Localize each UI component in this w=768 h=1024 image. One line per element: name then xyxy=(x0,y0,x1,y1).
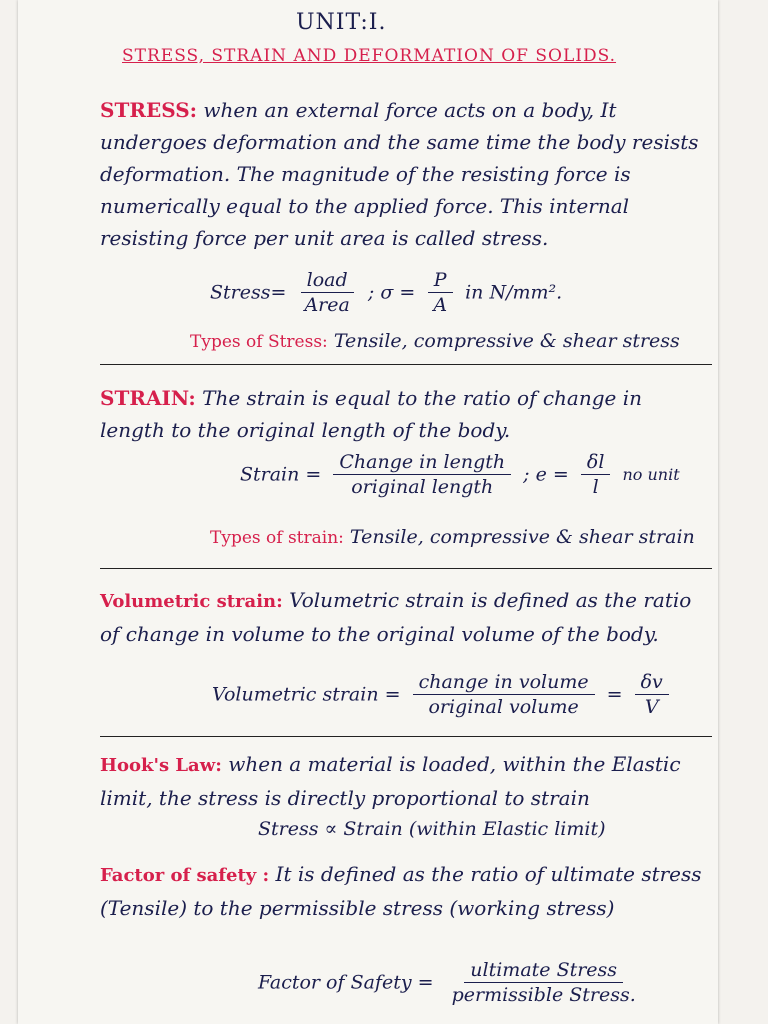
strain-unit: no unit xyxy=(622,465,680,484)
strain-fraction-den: original length xyxy=(351,476,494,498)
stress-definition xyxy=(100,94,712,254)
stress-unit: in N/mm². xyxy=(465,281,563,304)
unit-title: UNIT:I. xyxy=(296,10,387,35)
strain-types-label: Types of strain: xyxy=(210,528,344,548)
safety-fraction xyxy=(446,958,642,1007)
hooke-label: Hook's Law: xyxy=(100,755,222,776)
strain-definition xyxy=(100,382,712,446)
strain-text: The strain is equal to the ratio of change in length to the original length of the body. xyxy=(100,386,643,442)
hooke-relation: Stress ∝ Strain (within Elastic limit) xyxy=(258,818,606,840)
volumetric-fraction-den: original volume xyxy=(428,696,579,718)
stress-types-label: Types of Stress: xyxy=(190,332,328,352)
strain-types-text: Tensile, compressive & shear strain xyxy=(349,526,695,548)
volumetric-text: Volumetric strain is defined as the ratio of change in volume to the original volume of the body. xyxy=(100,588,692,646)
strain-symbol-fraction xyxy=(581,450,611,499)
safety-text: It is defined as the ratio of ultimate stress (Tensile) to the permissible stress (working stress) xyxy=(100,862,702,920)
safety-label: Factor of safety : xyxy=(100,865,270,886)
notes-content xyxy=(100,0,718,1024)
strain-label: STRAIN: xyxy=(100,386,196,410)
volumetric-fraction-num: change in volume xyxy=(413,670,595,695)
stress-symbol-num: P xyxy=(428,268,453,293)
stress-fraction-num: load xyxy=(301,268,354,293)
safety-formula-lhs: Factor of Safety = xyxy=(258,971,434,994)
factor-of-safety xyxy=(100,858,712,924)
strain-symbol-den: l xyxy=(592,476,599,498)
stress-symbol: ; σ = xyxy=(367,281,416,304)
stress-types xyxy=(190,330,768,352)
hooke-law xyxy=(100,748,712,814)
volumetric-fraction xyxy=(413,670,595,719)
strain-formula-lhs: Strain = xyxy=(240,463,322,486)
stress-fraction xyxy=(298,268,355,317)
strain-formula xyxy=(240,450,768,499)
stress-label: STRESS: xyxy=(100,98,198,122)
chapter-title: STRESS, STRAIN AND DEFORMATION OF SOLIDS. xyxy=(122,46,617,66)
stress-symbol-fraction xyxy=(427,268,453,317)
stress-symbol-den: A xyxy=(433,294,448,316)
stress-text: when an external force acts on a body, It undergoes deformation and the same time the body resists deformation. The magnitude of the resisting force is numerically equal to the applied force. This internal resisting force per unit area is called stress. xyxy=(100,98,699,250)
divider-strain-volumetric xyxy=(100,568,712,569)
volumetric-symbol-num: δv xyxy=(635,670,669,695)
stress-formula xyxy=(210,268,768,317)
volumetric-symbol-den: V xyxy=(644,696,659,718)
stress-fraction-den: Area xyxy=(304,294,350,316)
strain-types xyxy=(210,526,768,548)
strain-fraction xyxy=(333,450,511,499)
stress-types-text: Tensile, compressive & shear stress xyxy=(333,330,680,352)
divider-volumetric-hooke xyxy=(100,736,712,737)
volumetric-formula-lhs: Volumetric strain = xyxy=(212,683,401,706)
safety-formula xyxy=(258,958,768,1007)
safety-fraction-num: ultimate Stress xyxy=(464,958,623,983)
volumetric-formula xyxy=(212,670,768,719)
volumetric-eq: = xyxy=(606,683,623,706)
strain-fraction-num: Change in length xyxy=(333,450,511,475)
hooke-text: when a material is loaded, within the Elastic limit, the stress is directly proportional to strain xyxy=(100,752,681,810)
strain-symbol: ; e = xyxy=(523,463,569,486)
volumetric-definition xyxy=(100,584,712,650)
divider-stress-strain xyxy=(100,364,712,365)
volumetric-label: Volumetric strain: xyxy=(100,591,283,612)
stress-formula-lhs: Stress= xyxy=(210,281,287,304)
volumetric-symbol-fraction xyxy=(635,670,669,719)
safety-fraction-den: permissible Stress. xyxy=(451,984,636,1006)
strain-symbol-num: δl xyxy=(581,450,611,475)
